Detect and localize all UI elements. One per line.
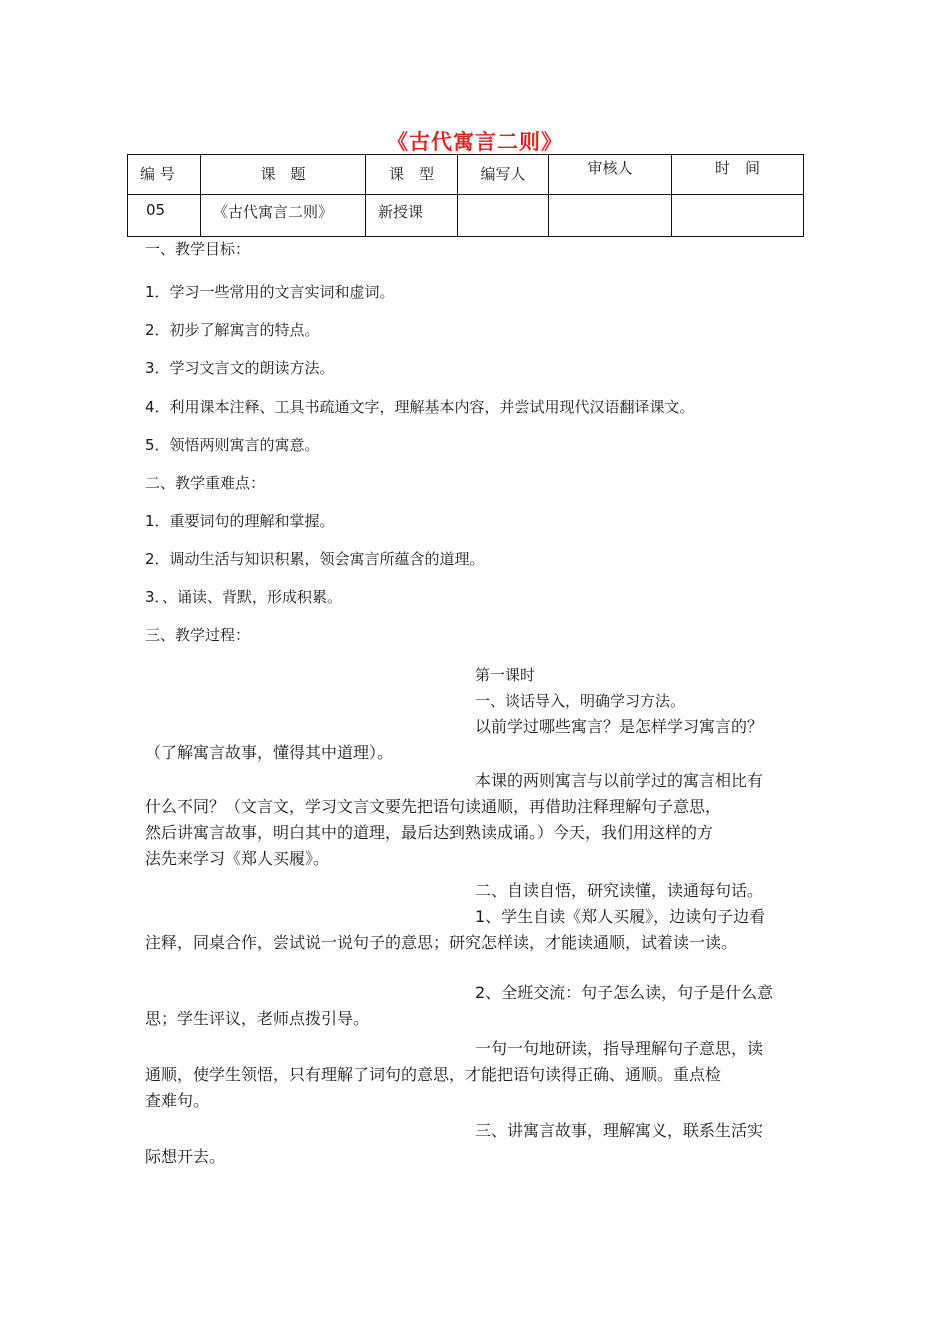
paragraph-line: 什么不同？（文言文，学习文言文要先把语句读通顺，再借助注释理解句子意思， bbox=[145, 797, 722, 816]
header-reviewer: 审核人 bbox=[549, 155, 672, 195]
paragraph-line: 通顺，使学生领悟，只有理解了词句的意思，才能把语句读得正确、通顺。重点检 bbox=[145, 1065, 722, 1084]
step-heading: 二、自读自悟，研究读懂，读通每句话。 bbox=[475, 881, 764, 900]
section-heading-key-points: 二、教学重难点： bbox=[145, 474, 266, 492]
paragraph-line: 法先来学习《郑人买履》。 bbox=[145, 849, 330, 868]
paragraph-line: 一句一句地研读，指导理解句子意思，读 bbox=[475, 1039, 764, 1058]
value-time bbox=[672, 195, 804, 237]
table-header-row bbox=[128, 155, 804, 195]
paragraph-line: 以前学过哪些寓言？是怎样学习寓言的？ bbox=[475, 717, 764, 736]
objective-item: 3．学习文言文的朗读方法。 bbox=[145, 359, 335, 377]
paragraph-line: 注释，同桌合作，尝试说一说句子的意思；研究怎样读，才能读通顺，试着读一读。 bbox=[145, 933, 738, 952]
document-title: 《古代寓言二则》 bbox=[387, 130, 563, 154]
table-value-row bbox=[128, 195, 804, 237]
value-number: 05 bbox=[128, 195, 201, 237]
value-topic: 《古代寓言二则》 bbox=[201, 195, 366, 237]
key-point-item: 3．、诵读、背默，形成积累。 bbox=[145, 588, 343, 606]
section-heading-process: 三、教学过程： bbox=[145, 626, 251, 644]
step-heading: 一、谈话导入，明确学习方法。 bbox=[475, 692, 686, 710]
objective-item: 5．领悟两则寓言的寓意。 bbox=[145, 436, 320, 454]
lesson-info-table bbox=[127, 154, 804, 237]
objective-item: 1．学习一些常用的文言实词和虚词。 bbox=[145, 283, 395, 301]
header-topic: 课 题 bbox=[201, 155, 366, 195]
paragraph-line: 查难句。 bbox=[145, 1091, 210, 1110]
paragraph-line: 际想开去。 bbox=[145, 1147, 226, 1166]
paragraph-line: 1、学生自读《郑人买履》，边读句子边看 bbox=[475, 907, 766, 926]
paragraph-line: 本课的两则寓言与以前学过的寓言相比有 bbox=[475, 771, 764, 790]
value-author bbox=[458, 195, 549, 237]
paragraph-line: 思；学生评议，老师点拨引导。 bbox=[145, 1009, 370, 1028]
lesson-label: 第一课时 bbox=[475, 666, 536, 684]
key-point-item: 2．调动生活与知识积累，领会寓言所蕴含的道理。 bbox=[145, 550, 485, 568]
header-author: 编写人 bbox=[458, 155, 549, 195]
paragraph-line: 然后讲寓言故事，明白其中的道理，最后达到熟读成诵。）今天，我们用这样的方 bbox=[145, 823, 714, 842]
key-point-item: 1．重要词句的理解和掌握。 bbox=[145, 512, 335, 530]
section-heading-objectives: 一、教学目标： bbox=[145, 240, 251, 258]
teaching-process-body bbox=[145, 662, 805, 1170]
header-number: 编 号 bbox=[128, 155, 201, 195]
objective-item: 2．初步了解寓言的特点。 bbox=[145, 321, 320, 339]
step-heading: 三、讲寓言故事，理解寓义，联系生活实 bbox=[475, 1121, 764, 1140]
paragraph-line: （了解寓言故事，懂得其中道理）。 bbox=[145, 743, 394, 762]
header-type: 课 型 bbox=[366, 155, 458, 195]
value-type: 新授课 bbox=[366, 195, 458, 237]
paragraph-line: 2、全班交流：句子怎么读，句子是什么意 bbox=[475, 983, 774, 1002]
objective-item: 4．利用课本注释、工具书疏通文字，理解基本内容，并尝试用现代汉语翻译课文。 bbox=[145, 398, 695, 416]
header-time: 时 间 bbox=[672, 155, 804, 195]
value-reviewer bbox=[549, 195, 672, 237]
